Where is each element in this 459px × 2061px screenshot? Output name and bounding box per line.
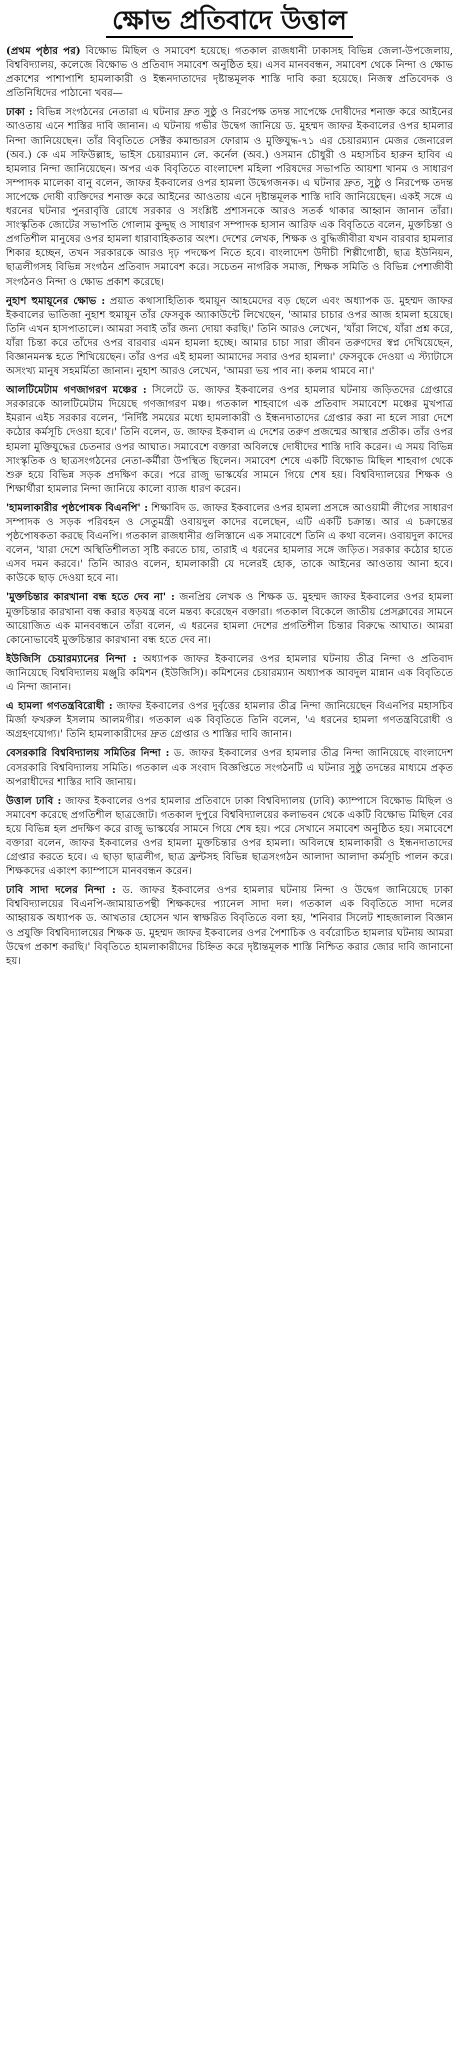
paragraph-body: বিভিন্ন সংগঠনের নেতারা এ ঘটনার দ্রুত সুষ্ঠু ও নিরপেক্ষ তদন্ত সাপেক্ষে দোষীদের শনাক্ত করে আইনের আওতায় এনে শাস্তির দাবি জানান। এ ঘটনায় গভীর উদ্বেগ জানিয়ে ড. মুহম্মদ জাফর ইকবালের ওপর হামলার নিন্দা জানিয়েছেন। তাঁর বিবৃতিতে সেক্টর কমান্ডারস ফোরাম ও মুক্তিযুদ্ধ-৭১ এর চেয়ারম্যান মেজর জেনারেল (অব.) কে এম সফিউল্লাহ, ভাইস চেয়ারম্যান লে. কর্নেল (অব.) ওসমান চৌধুরী ও মহাসচিব হারুন হাবিব এ হামলার নিন্দা জানিয়েছেন। অপর এক বিবৃতিতে বাংলাদেশ মহিলা পরিষদের সভাপতি আয়শা খানম ও সাধারণ সম্পাদক মালেকা বানু বলেন, জাফর ইকবালের ওপর হামলা উদ্বেগজনক। এ ঘটনার দ্রুত, সুষ্ঠু ও নিরপেক্ষ তদন্ত সাপেক্ষে দোষী ব্যক্তিদের শনাক্ত করে আইনের আওতায় এনে দৃষ্টান্তমূলক শাস্তি দাবি জানিয়েছেন। একই সঙ্গে এ ধরনের ঘটনার পুনরাবৃত্তি রোধে সরকার ও সংশ্লিষ্ট প্রশাসনকে আরও সতর্ক থাকার আহ্বান জানান তাঁরা। সাংস্কৃতিক জোটের সভাপতি গোলাম কুদ্দুছ ও সাধারণ সম্পাদক হাসান আরিফ এক বিবৃতিতে বলেন, মুক্তচিন্তা ও প্রগতিশীল মানুষের ওপর হামলা ধারাবাহিকতার অংশ। দেশের লেখক, শিক্ষক ও বুদ্ধিজীবীরা যখন বারবার হামলার শিকার হচ্ছেন, তখন সরকারকে আরও দৃঢ় পদক্ষেপ নিতে হবে। বাংলাদেশ উদীচী শিল্পীগোষ্ঠী, ছাত্র ইউনিয়ন, ছাত্রলীগসহ বিভিন্ন সংগঠন প্রতিবাদ সমাবেশ করে। সচেতন নাগরিক সমাজ, শিক্ষক সমিতি ও বিভিন্ন পেশাজীবী সংগঠনও নিন্দা ও ক্ষোভ প্রকাশ করেছে। xyxy=(6,107,453,288)
paragraph-body: ড. জাফর ইকবালের ওপর হামলার তীব্র নিন্দা জানিয়েছে বাংলাদেশ বেসরকারি বিশ্ববিদ্যালয় সমিতি। গতকাল এক সংবাদ বিজ্ঞপ্তিতে সংগঠনটি এ ঘটনার সুষ্ঠু তদন্তের মাধ্যমে প্রকৃত অপরাধীদের শাস্তির দাবি জানায়। xyxy=(6,748,453,788)
article-paragraph xyxy=(6,652,453,695)
paragraph-lead: এ হামলা গণতন্ত্রবিরোধী : xyxy=(6,700,113,713)
paragraph-body: বিক্ষোভ মিছিল ও সমাবেশ হয়েছে। গতকাল রাজধানী ঢাকাসহ বিভিন্ন জেলা-উপজেলায়, বিশ্ববিদ্যালয়, কলেজে বিক্ষোভ ও প্রতিবাদ সমাবেশ অনুষ্ঠিত হয়। এসব মানববন্ধন, সমাবেশ থেকে নিন্দা ও ক্ষোভ প্রকাশের পাশাপাশি হামলাকারী ও ইন্ধনদাতাদের দৃষ্টান্তমূলক শাস্তি দাবি করা হয়েছে। নিজস্ব প্রতিবেদক ও প্রতিনিধিদের পাঠানো খবর— xyxy=(6,46,453,100)
paragraph-lead: উত্তাল ঢাবি : xyxy=(6,794,62,807)
paragraph-body: জনপ্রিয় লেখক ও শিক্ষক ড. মুহম্মদ জাফর ইকবালের ওপর হামলা মুক্তচিন্তার কারখানা বন্ধ করার ষড়যন্ত্র বলে মন্তব্য করেছেন বক্তারা। গতকাল বিকেলে জাতীয় প্রেসক্লাবের সামনে আয়োজিত এক মানববন্ধনে তাঁরা বলেন, এ ধরনের হামলা দেশের প্রগতিশীল চিন্তার বিরুদ্ধে আঘাত। আমরা কোনোভাবেই মুক্তচিন্তার কারখানা বন্ধ হতে দেব না। xyxy=(6,592,453,646)
article-paragraph xyxy=(6,44,453,101)
article-paragraph xyxy=(6,501,453,587)
article-paragraph xyxy=(6,383,453,497)
article-paragraph xyxy=(6,105,453,289)
paragraph-lead: 'হামলাকারীর পৃষ্ঠপোষক বিএনপি' : xyxy=(6,501,149,514)
paragraph-lead: নুহাশ হুমায়ূনের ক্ষোভ : xyxy=(6,294,106,307)
article-page xyxy=(6,4,453,2056)
paragraph-body: প্রয়াত কথাসাহিত্যিক হুমায়ূন আহমেদের বড় ছেলে এবং অধ্যাপক ড. মুহম্মদ জাফর ইকবালের ভাতিজা নুহাশ হুমায়ূন তাঁর ফেসবুক অ্যাকাউন্টে লিখেছেন, 'আমার চাচার ওপর আজ হামলা হয়েছে। তিনি এখন হাসপাতালে। আমরা সবাই তাঁর জন্য দোয়া করছি।' তিনি আরও লেখেন, 'যাঁরা লিখে, যাঁরা প্রশ্ন করে, যাঁরা চিন্তা করে তাঁদের ওপর বারবার এমন হামলা হচ্ছে। আমার চাচা সারা জীবন তরুণদের স্বপ্ন দেখিয়েছেন, বিজ্ঞানমনস্ক হতে শিখিয়েছেন। তাঁর ওপর এই হামলা আমাদের সবার ওপর হামলা।' ফেসবুকে দেওয়া এ স্ট্যাটাসে অসংখ্য মানুষ সহমর্মিতা জানান। নুহাশ আরও লেখেন, 'আমরা ভয় পাব না। কলম থামবে না।' xyxy=(6,295,453,378)
paragraph-lead: ঢাকা : xyxy=(6,106,33,119)
article-paragraph xyxy=(6,794,453,880)
paragraph-body: অধ্যাপক জাফর ইকবালের ওপর হামলার ঘটনায় তীব্র নিন্দা ও প্রতিবাদ জানিয়েছে বিশ্ববিদ্যালয় মঞ্জুরি কমিশন (ইউজিসি)। কমিশনের চেয়ারম্যান অধ্যাপক আবদুল মান্নান এক বিবৃতিতে এ নিন্দা জানান। xyxy=(6,653,453,694)
paragraph-body: ড. জাফর ইকবালের ওপর হামলার ঘটনায় নিন্দা ও উদ্বেগ জানিয়েছে ঢাকা বিশ্ববিদ্যালয়ের বিএনপি-জামায়াতপন্থী শিক্ষকদের প্যানেল সাদা দল। গতকাল এক বিবৃতিতে সাদা দলের আহ্বায়ক অধ্যাপক ড. আখতার হোসেন খান স্বাক্ষরিত বিবৃতিতে বলা হয়, 'শনিবার সিলেট শাহজালাল বিজ্ঞান ও প্রযুক্তি বিশ্ববিদ্যালয়ের শিক্ষক ড. মুহম্মদ জাফর ইকবালের ওপর পৈশাচিক ও বর্বরোচিত হামলার ঘটনায় আমরা উদ্বেগ প্রকাশ করছি।' বিবৃতিতে হামলাকারীদের চিহ্নিত করে দৃষ্টান্তমূলক শাস্তি নিশ্চিত করার জোর দাবি জানানো হয়। xyxy=(6,885,453,967)
paragraph-body: সিলেটে ড. জাফর ইকবালের ওপর হামলার ঘটনায় জড়িতদের গ্রেপ্তারে সরকারকে আলটিমেটাম দিয়েছে গণজাগরণ মঞ্চ। গতকাল শাহবাগে এক প্রতিবাদ সমাবেশে মঞ্চের মুখপাত্র ইমরান এইচ সরকার বলেন, 'নির্দিষ্ট সময়ের মধ্যে হামলাকারী ও ইন্ধনদাতাদের গ্রেপ্তার করা না হলে সারা দেশে কঠোর কর্মসূচি দেওয়া হবে।' তিনি বলেন, ড. জাফর ইকবাল এ দেশের তরুণ প্রজন্মের আস্থার প্রতীক। তাঁর ওপর হামলা মুক্তিযুদ্ধের চেতনার ওপর আঘাত। সমাবেশে বক্তারা অবিলম্বে দোষীদের শাস্তি দাবি করেন। এ সময় বিভিন্ন সাংস্কৃতিক ও ছাত্রসংগঠনের নেতা-কর্মীরা উপস্থিত ছিলেন। সমাবেশ শেষে একটি বিক্ষোভ মিছিল শাহবাগ থেকে শুরু হয়ে বিভিন্ন সড়ক প্রদক্ষিণ করে। পরে রাজু ভাস্কর্যের সামনে গিয়ে শেষ হয়। বিশ্ববিদ্যালয়ের শিক্ষক ও শিক্ষার্থীরা হামলার নিন্দা জানিয়ে কালো ব্যাজ ধারণ করেন। xyxy=(6,385,453,495)
article-paragraph xyxy=(6,294,453,380)
headline-container xyxy=(6,6,453,38)
paragraph-lead: ইউজিসি চেয়ারম্যানের নিন্দা : xyxy=(6,652,137,665)
paragraph-body: শিক্ষাবিদ ড. জাফর ইকবালের ওপর হামলা প্রসঙ্গে আওয়ামী লীগের সাধারণ সম্পাদক ও সড়ক পরিবহন ও সেতুমন্ত্রী ওবায়দুল কাদের বলেছেন, এটি একটি চক্রান্ত। আর এ চক্রান্তের পৃষ্ঠপোষকতা করছে বিএনপি। গতকাল রাজধানীর গুলিস্তানে এক সমাবেশে তিনি এ কথা বলেন। ওবায়দুল কাদের বলেন, 'যারা দেশে অস্থিতিশীলতা সৃষ্টি করতে চায়, তারাই এ ধরনের হামলার সঙ্গে জড়িত। সরকার কঠোর হাতে এসব দমন করবে।' তিনি আরও বলেন, হামলাকারী যে দলেরই হোক, তাকে আইনের আওতায় আনা হবে। কাউকে ছাড় দেওয়া হবে না। xyxy=(6,502,453,585)
article-paragraph xyxy=(6,746,453,789)
paragraph-lead: (প্রথম পৃষ্ঠার পর) xyxy=(6,45,81,57)
article-paragraph xyxy=(6,590,453,647)
paragraph-lead: বেসরকারি বিশ্ববিদ্যালয় সমিতির নিন্দা : xyxy=(6,747,170,760)
paragraph-lead: আলটিমেটাম গণজাগরণ মঞ্চের : xyxy=(6,384,147,397)
paragraph-body: জাফর ইকবালের ওপর দুর্বৃত্তের হামলার তীব্র নিন্দা জানিয়েছেন বিএনপির মহাসচিব মির্জা ফখরুল ইসলাম আলমগীর। গতকাল এক বিবৃতিতে তিনি বলেন, 'এ ধরনের হামলা গণতন্ত্রবিরোধী ও অগ্রহণযোগ্য।' তিনি হামলাকারীদের দ্রুত গ্রেপ্তার ও শাস্তির দাবি জানান। xyxy=(6,701,453,741)
article-paragraph xyxy=(6,883,453,969)
paragraph-lead: ঢাবি সাদা দলের নিন্দা : xyxy=(6,884,116,897)
article-headline: ক্ষোভ প্রতিবাদে উত্তাল xyxy=(106,6,353,38)
paragraph-lead: 'মুক্তচিন্তার কারখানা বন্ধ হতে দেব না' : xyxy=(6,591,175,604)
article-paragraph xyxy=(6,699,453,742)
paragraph-body: জাফর ইকবালের ওপর হামলার প্রতিবাদে ঢাকা বিশ্ববিদ্যালয় (ঢাবি) ক্যাম্পাসে বিক্ষোভ মিছিল ও সমাবেশ করেছে প্রগতিশীল ছাত্রজোট। গতকাল দুপুরে বিশ্ববিদ্যালয়ের কলাভবন থেকে একটি বিক্ষোভ মিছিল বের হয়ে বিভিন্ন হল প্রদক্ষিণ করে রাজু ভাস্কর্যের সামনে গিয়ে শেষ হয়। পরে সেখানে সমাবেশ অনুষ্ঠিত হয়। সমাবেশে বক্তারা বলেন, জাফর ইকবালের ওপর হামলা মুক্তচিন্তার ওপর হামলা। অবিলম্বে হামলাকারী ও ইন্ধনদাতাদের গ্রেপ্তার করতে হবে। এ ছাড়া ছাত্রলীগ, ছাত্র ফ্রন্টসহ বিভিন্ন ছাত্রসংগঠন আলাদা আলাদা কর্মসূচি পালন করে। শিক্ষকদের একাংশ ক্যাম্পাসে মানববন্ধন করেন। xyxy=(6,795,453,878)
